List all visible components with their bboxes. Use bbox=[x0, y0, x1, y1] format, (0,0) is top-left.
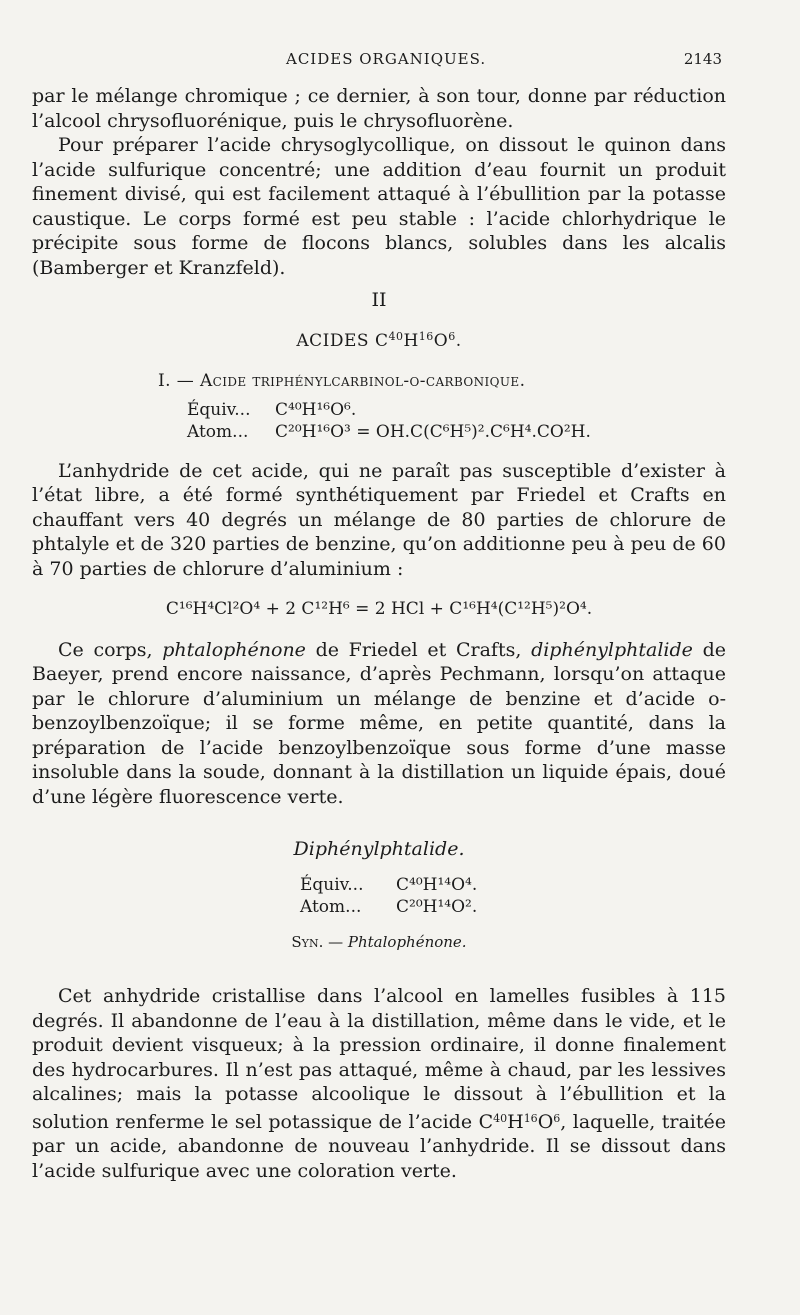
paragraph-chrysofluorene: par le mélange chromique ; ce dernier, à son tour, donne par réduction l’alcool chrysofluorénique, puis le chrysofluorène. bbox=[32, 85, 726, 132]
subsection-title: I. — Acide triphénylcarbinol-o-carbonique. bbox=[158, 371, 526, 391]
section-title: ACIDES $C^{40}H^{16}O^6$. bbox=[296, 329, 462, 351]
paragraph-preparation: Pour préparer l’acide chrysoglycollique, on dissout le quinon dans l’acide sulfurique concentré; une addition d’eau fournit un produit finement divisé, qui est facilement attaqué à l’ébullition par la potasse caustique. Le corps formé est peu stable : l’acide chlorhydrique le précipite sous forme de flocons blancs, solubles dans les alcalis (Bamberger et Kranzfeld). bbox=[32, 134, 726, 279]
atom-line: Atom... C²⁰H¹⁴O². bbox=[300, 896, 478, 917]
page-content bbox=[32, 84, 726, 1183]
page-header bbox=[32, 50, 722, 74]
paragraph-phtalophenone: Ce corps, phtalophénone de Friedel et Crafts, diphénylphtalide de Baeyer, prend encore naissance, d’après Pechmann, lorsqu’on attaque par le chlorure d’aluminium un mélange de benzine et d’acide o-benzoylbenzoïque; il se forme même, en petite quantité, dans la préparation de l’acide benzoylbenzoïque sous forme d’une masse insoluble dans la soude, donnant à la distillation un liquide épais, doué d’une légère fluorescence verte. bbox=[32, 638, 726, 808]
reaction-equation: C¹⁶H⁴Cl²O⁴ + 2 C¹²H⁶ = 2 HCl + C¹⁶H⁴(C¹²H⁵)²O⁴. bbox=[165, 599, 593, 619]
equiv-line: Équiv... C⁴⁰H¹⁶O⁶. bbox=[187, 399, 357, 420]
equiv-line: Équiv... C⁴⁰H¹⁴O⁴. bbox=[300, 874, 478, 895]
diphenylphtalide-heading: Diphénylphtalide. bbox=[293, 838, 465, 860]
running-head: ACIDES ORGANIQUES. bbox=[286, 50, 487, 68]
paragraph-anhydride: L’anhydride de cet acide, qui ne paraît pas susceptible d’exister à l’état libre, a été formé synthétiquement par Friedel et Crafts en chauffant vers 40 degrés un mélange de 80 parties de chlorure de phtalyle et de 320 parties de benzine, qu’on additionne peu à peu de 60 à 70 parties de chlorure d’aluminium : bbox=[32, 459, 726, 580]
page-number: 2143 bbox=[683, 50, 722, 68]
formula-block-acid bbox=[187, 399, 726, 443]
formula-block-diphenylphtalide bbox=[300, 874, 726, 918]
synonym-line: Syn. — Phtalophénone. bbox=[291, 932, 467, 951]
atom-line: Atom... C²⁰H¹⁶O³ = OH.C(C⁶H⁵)².C⁶H⁴.CO²H. bbox=[187, 421, 591, 442]
section-number: II bbox=[371, 289, 387, 311]
paragraph-crystallisation: Cet anhydride cristallise dans l’alcool en lamelles fusibles à 115 degrés. Il abandonne de l’eau à la distillation, même dans le vide, et le produit devient visqueux; à la pression ordinaire, il donne finalement des hydrocarbures. Il n’est pas attaqué, même à chaud, par les lessives alcalines; mais la potasse alcoolique le dissout à l’ébullition et la solution renferme le sel potassique de l’acide $C^{40}H^{16}O^6$, laquelle, traitée par un acide, abandonne de nouveau l’anhydride. Il se dissout dans l’acide sulfurique avec une coloration verte. bbox=[32, 985, 726, 1182]
